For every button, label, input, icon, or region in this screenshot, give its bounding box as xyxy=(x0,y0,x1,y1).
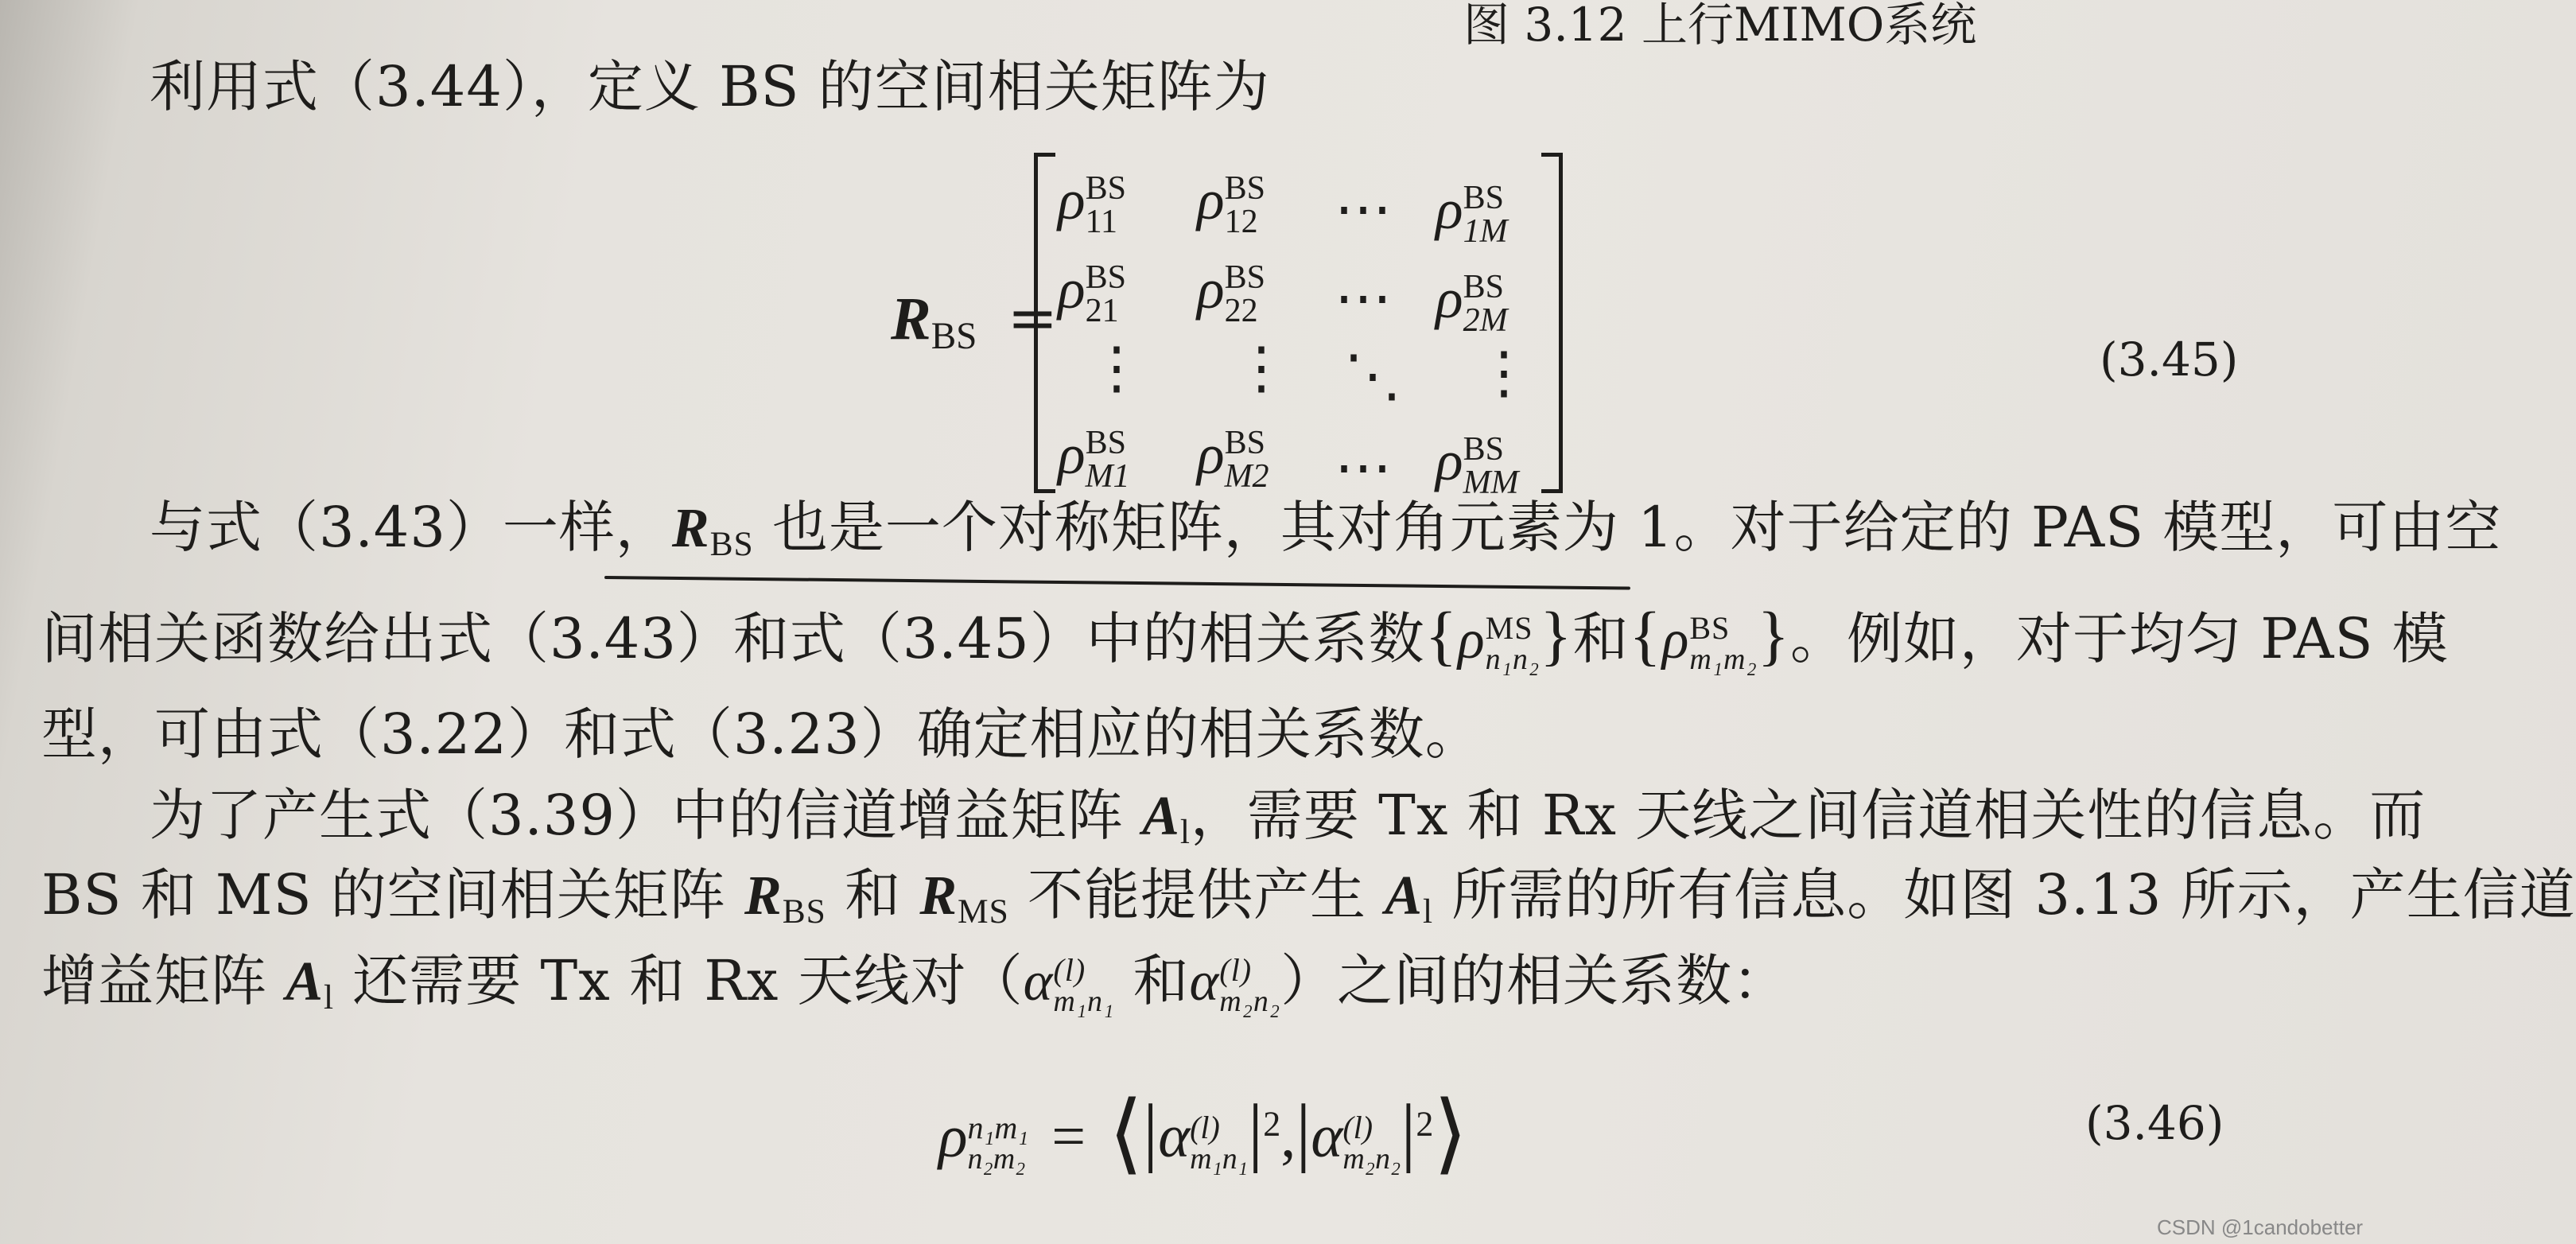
paragraph-line: 与式（3.43）一样，$R_{BS}$ 也是一个对称矩阵，其对角元素为 1。对于给定的 PAS 模型，可由空 xyxy=(150,495,2502,563)
matrix-cell: ρ BS M2 xyxy=(1197,422,1269,496)
paragraph-line: 间相关函数给出式（3.43）和式（3.45）中的相关系数{ρ MS n₁n₂ }和{ρ BS m₁m₂ }。例如，对于均匀 PAS 模 xyxy=(41,599,2449,676)
paragraph-line: 增益矩阵 $A_l$ 还需要 Tx 和 Rx 天线对（α (l) m₁n₁ 和α (l) m₂n₂ ）之间的相关系数： xyxy=(41,948,1789,1018)
matrix-dots: ⋯ xyxy=(1335,436,1392,500)
paragraph-line: 型，可由式（3.22）和式（3.23）确定相应的相关系数。 xyxy=(41,702,1482,767)
matrix-dots: ⋱ xyxy=(1344,344,1401,408)
figure-caption: 图 3.12 上行MIMO系统 xyxy=(1463,0,1977,52)
equation-3-46: ρ n₁m₁ n₂m₂ = ⟨|α (l) m₁n₁ $|^2,|\alpha$ (l) m₂n₂ $|^2⟩$ xyxy=(938,1085,1468,1182)
handwritten-underline xyxy=(604,576,1630,590)
watermark: CSDN @1candobetter xyxy=(2157,1215,2364,1239)
right-bracket xyxy=(1541,153,1563,493)
paragraph-line: 为了产生式（3.39）中的信道增益矩阵 $A_l$，需要 Tx 和 Rx 天线之间信道相关性的信息。而 xyxy=(150,783,2426,851)
paragraph-line: 利用式（3.44），定义 BS 的空间相关矩阵为 xyxy=(150,54,1270,119)
matrix-dots: ⋮ xyxy=(1475,341,1533,405)
matrix-cell: ρ BS 1M xyxy=(1436,177,1508,251)
matrix-cell: ρ BS 12 xyxy=(1197,168,1265,241)
matrix-cell: ρ BS MM xyxy=(1436,429,1519,502)
matrix-dots: ⋮ xyxy=(1088,336,1145,400)
matrix-cell: ρ BS 11 xyxy=(1058,168,1126,241)
equation-number: (3.45) xyxy=(2100,332,2239,387)
paragraph-line: BS 和 MS 的空间相关矩阵 $R_{BS}$ 和 $R_{MS}$ 不能提供产生 $A_l$ 所需的所有信息。如图 3.13 所示，产生信道 xyxy=(41,862,2576,931)
matrix-cell: ρ BS 2M xyxy=(1436,266,1508,340)
equation-number: (3.46) xyxy=(2085,1096,2224,1150)
equation-lhs: $R_{BS}$ = xyxy=(891,282,1059,357)
matrix-cell: ρ BS M1 xyxy=(1058,422,1130,496)
matrix-cell: ρ BS 21 xyxy=(1058,257,1126,330)
matrix-dots: ⋯ xyxy=(1335,266,1392,330)
left-bracket xyxy=(1034,153,1055,493)
matrix-cell: ρ BS 22 xyxy=(1197,257,1265,330)
matrix-dots: ⋮ xyxy=(1233,336,1290,400)
matrix-dots: ⋯ xyxy=(1335,177,1392,241)
